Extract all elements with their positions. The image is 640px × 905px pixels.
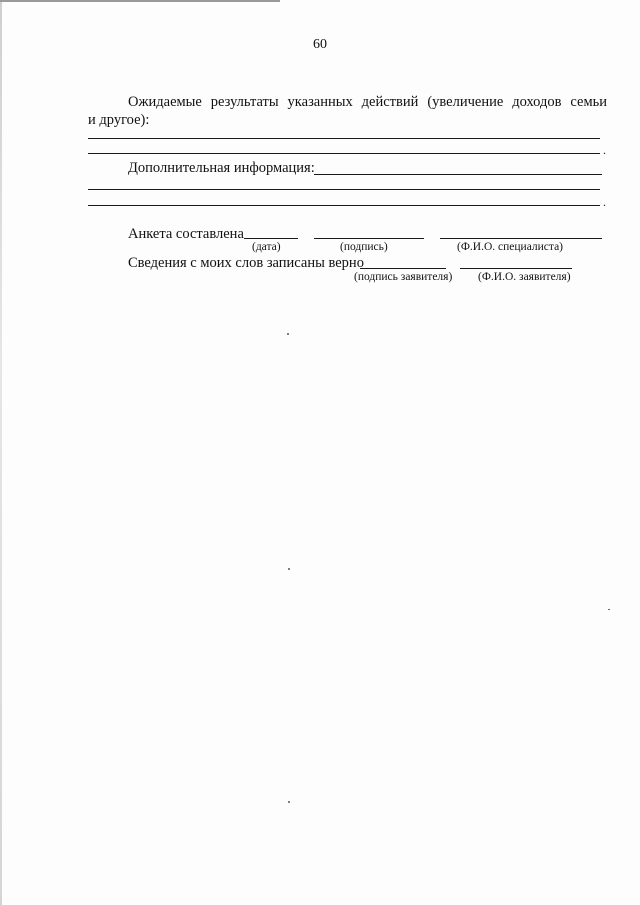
scan-speck [288,568,290,570]
scan-speck [287,333,289,335]
expected-results-fill-line-2 [88,153,600,154]
date-caption: (дата) [252,241,281,253]
page-number: 60 [313,37,327,52]
scan-edge-left [0,0,2,905]
scan-speck [288,801,290,803]
expected-results-fill-line-1 [88,138,600,139]
line-end-mark-2: . [603,195,606,209]
applicant-signature-line [360,268,446,269]
specialist-caption: (Ф.И.О. специалиста) [457,241,563,253]
additional-info-fill-line-0 [314,174,602,175]
additional-info-fill-line-2 [88,205,600,206]
compiled-by-label: Анкета составлена [128,226,244,242]
scan-speck [608,609,610,610]
signature-caption: (подпись) [340,241,388,253]
additional-info-label: Дополнительная информация: [128,160,315,176]
signature-line [314,238,424,239]
applicant-name-line [460,268,572,269]
scan-edge-top [0,0,280,2]
line-end-mark-1: . [603,143,606,157]
additional-info-fill-line-1 [88,189,600,190]
applicant-name-caption: (Ф.И.О. заявителя) [478,271,571,283]
date-line [244,238,298,239]
verified-label: Сведения с моих слов записаны верно [128,255,364,271]
expected-results-line1: Ожидаемые результаты указанных действий (увеличение доходов семьи [128,94,607,110]
applicant-signature-caption: (подпись заявителя) [354,271,453,283]
specialist-name-line [440,238,602,239]
expected-results-line2: и другое): [88,112,150,128]
